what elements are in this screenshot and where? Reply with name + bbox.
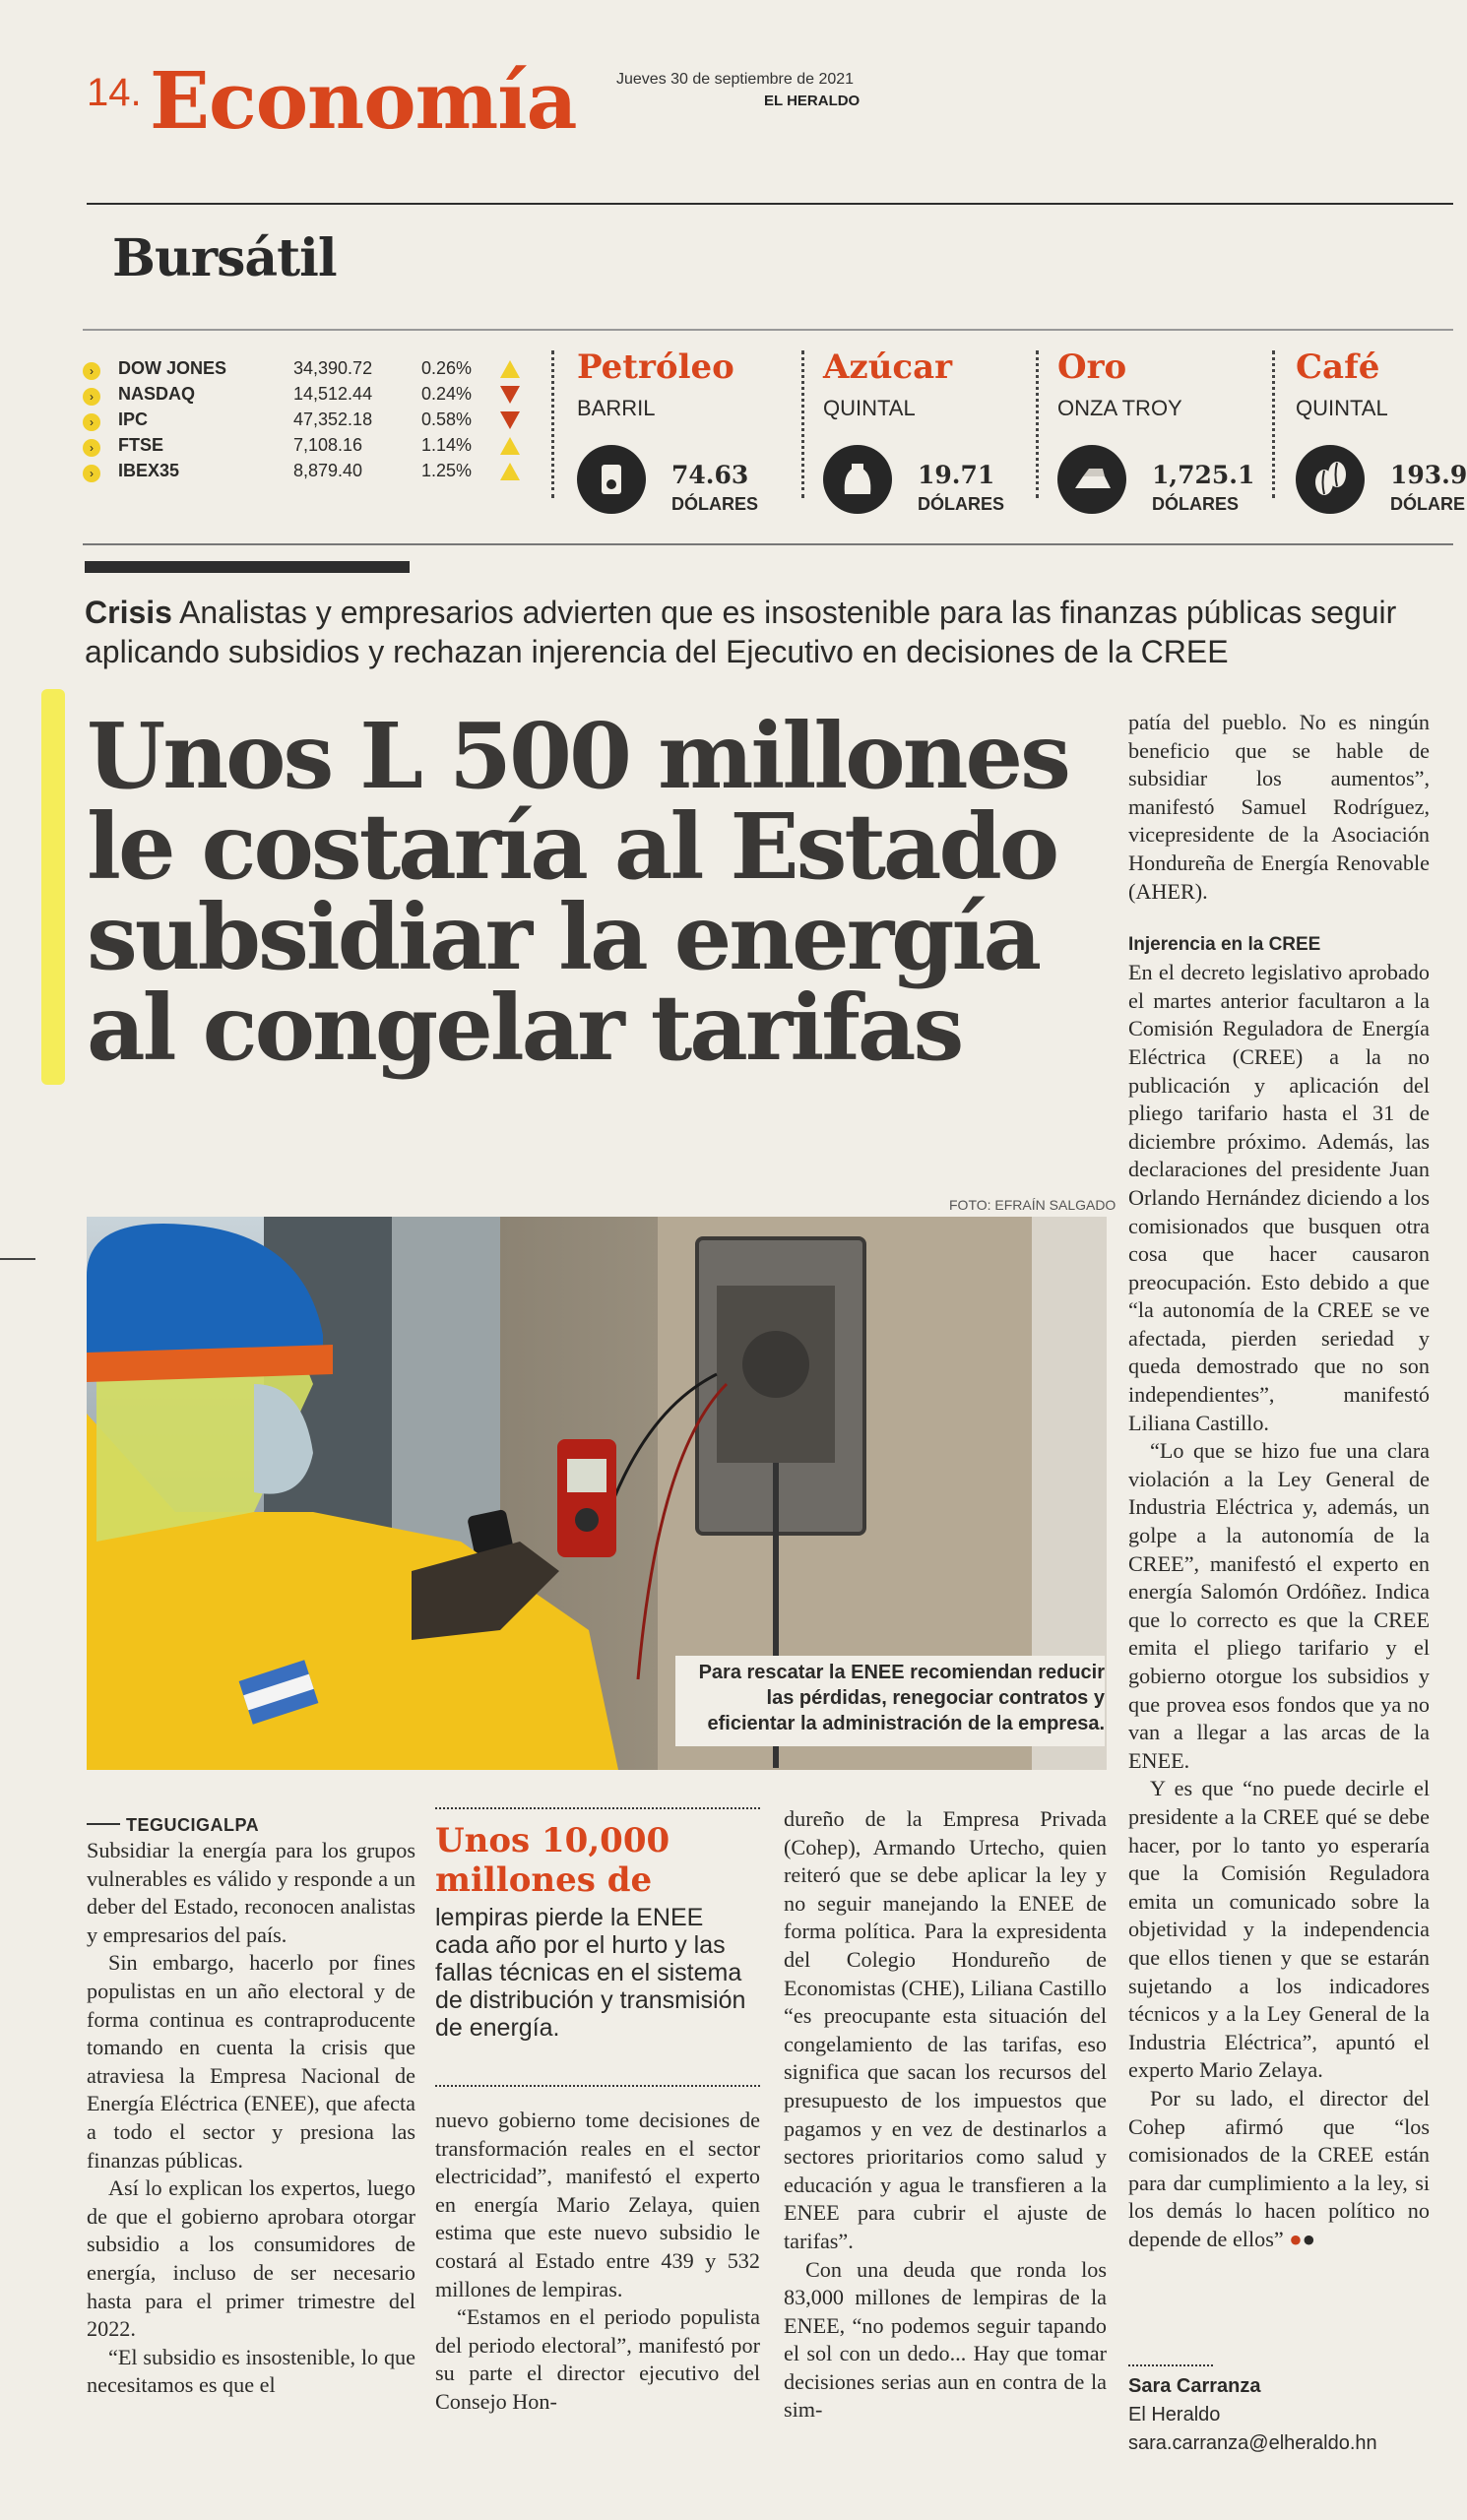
chevron-right-icon: › [83, 388, 100, 406]
column-divider [1272, 350, 1275, 498]
commodity-oil [577, 347, 759, 514]
pull-quote-rule-bottom [435, 2085, 760, 2087]
headline [87, 703, 1130, 1081]
commodity-currency: DÓLARES [1152, 494, 1240, 514]
paragraph: “Lo que se hizo fue una clara violación a la Ley General de Industria Eléctrica y, además, un golpe a la autonomía de la CREE”, manifestó el experto en energía Salomón Ordóñez. Indica que lo correcto es que la CREE emita el pliego tarifario y el gobierno otorgue los subsidios y que provea esos fondos que ya no van a llegar a las arcas de la ENEE. [1128, 1438, 1430, 1773]
chevron-right-icon: › [83, 362, 100, 380]
stock-name: IBEX35 [118, 461, 180, 480]
pull-quote-text: lempiras pierde la ENEE cada año por el hurto y las fallas técnicas en el sistema de distribución y transmisión de energía. [435, 1904, 746, 2042]
stock-value: 7,108.16 [293, 435, 363, 455]
commodity-value: 19.71 [918, 461, 995, 489]
market-title: Bursátil [112, 228, 337, 288]
photo-caption: Para rescatar la ENEE recomiendan reducir las pérdidas, renegociar contratos y eficientar la administración de la empresa. [698, 1662, 1105, 1734]
stock-change: 0.24% [421, 384, 473, 404]
pull-quote [435, 1821, 760, 2042]
stock-change: 0.26% [421, 358, 473, 378]
kicker-text: Analistas y empresarios advierten que es insostenible para las finanzas públicas seguir aplicando subsidios y rechazan injerencia del Ejecutivo en decisiones de la CREE [85, 595, 1397, 669]
chevron-right-icon: › [83, 439, 100, 457]
column-divider [551, 350, 554, 498]
photo-credit: FOTO: EFRAÍN SALGADO [949, 1197, 1116, 1213]
page-number: 14. [87, 71, 142, 114]
stock-name: DOW JONES [118, 358, 227, 378]
paragraph: Sin embargo, hacerlo por fines populistas en un año electoral y de forma continua es contraproducente tomando en cuenta la crisis que atraviesa la Empresa Nacional de Energía Eléctrica (ENEE), que afecta a todo el sector y presiona las finanzas públicas. [87, 1950, 415, 2173]
kicker [85, 593, 1443, 671]
commodity-value: 1,725.1 [1152, 461, 1255, 489]
paragraph: dureño de la Empresa Privada (Cohep), Armando Urtecho, quien reiteró que se debe aplicar la ley y no seguir manejando la ENEE de forma política. Para la expresidenta del Colegio Hondureño de Economistas (CHE), Liliana Castillo “es preocupante esta situación del congelamiento de las tarifas, eso significa que sacan los recursos del presupuesto de los impuestos que pagamos y en vez de destinarlos a sectores prioritarios como salud y educación y agua le transfieren a la ENEE para cubrir el ajuste de tarifas”. [784, 1806, 1107, 2253]
commodity-unit: BARRIL [577, 396, 656, 420]
stock-value: 8,879.40 [293, 461, 363, 480]
gold-bar-icon [1057, 445, 1126, 514]
paragraph: En el decreto legislativo aprobado el martes anterior facultaron a la Comisión Reguladora de Energía Eléctrica (CREE) a la no publicación y aplicación del pliego tarifario hasta el 31 de diciembre próximo. Además, las declaraciones del presidente Juan Orlando Hernández diciendo a los comisionados que busquen otra cosa que hacer causaron preocupación. Esto debido a que “la autonomía de la CREE se ve afectada, pierden seriedad y queda demostrado que no son independientes”, manifestó Liliana Castillo. [1128, 960, 1430, 1435]
dateline: TEGUCIGALPA [126, 1815, 260, 1835]
end-mark-icon: ● [1302, 2226, 1316, 2251]
trend-down-icon [500, 411, 520, 429]
commodity-unit: QUINTAL [1296, 396, 1388, 420]
paragraph: Y es que “no puede decirle el presidente a la CREE qué se debe hacer, por lo tanto yo esperaría que la Comisión Reguladora emita un comunicado sobre la objetividad y la independencia que ellos tienen y que se estarán sujetando a los indicadores técnicos y a la Ley General de la Industria Eléctrica”, apuntó el experto Mario Zelaya. [1128, 1776, 1430, 2083]
commodity-currency: DÓLARES [918, 494, 1005, 514]
byline-rule [1128, 2364, 1213, 2366]
commodity-value: 74.63 [671, 461, 749, 489]
stock-value: 14,512.44 [293, 384, 373, 404]
headline-line: le costaría al Estado [87, 793, 1057, 900]
byline-outlet: El Heraldo [1128, 2404, 1221, 2426]
commodity-unit: ONZA TROY [1057, 396, 1182, 420]
article-column-2 [435, 2107, 760, 2417]
stock-row [83, 358, 496, 384]
stock-name: IPC [118, 410, 149, 429]
commodity-name: Café [1296, 347, 1380, 387]
stock-row [83, 461, 496, 486]
margin-mark [0, 1258, 35, 1260]
article-column-4 [1128, 709, 1430, 2253]
stock-row [83, 410, 496, 435]
article-column-1 [87, 1837, 415, 2400]
paragraph-text: Por su lado, el director del Cohep afirmó que “los comisionados de la CREE están para dar cumplimiento a la ley, si los demás lo hacen político no depende de ellos” [1128, 2085, 1430, 2251]
headline-line: subsidiar la energía [87, 884, 1040, 990]
dateline-rule [87, 1823, 120, 1825]
stock-value: 34,390.72 [293, 358, 373, 378]
paragraph: “El subsidio es insostenible, lo que necesitamos es que el [87, 2344, 415, 2398]
subheading: Injerencia en la CREE [1128, 934, 1321, 956]
commodity-name: Petróleo [577, 347, 734, 387]
kicker-bar [85, 561, 410, 573]
oil-barrel-icon [577, 445, 646, 514]
trend-up-icon [500, 463, 520, 480]
paragraph: Subsidiar la energía para los grupos vulnerables es válido y responde a un deber del Estado, reconocen analistas y empresarios del país. [87, 1838, 415, 1947]
paragraph: Con una deuda que ronda los 83,000 millones de lempiras de la ENEE, “no podemos seguir tapando el sol con un dedo... Hay que tomar decisiones serias aun en contra de la sim- [784, 2256, 1107, 2423]
commodity-sugar [823, 347, 1005, 514]
paragraph: patía del pueblo. No es ningún beneficio que se hable de subsidiar los aumentos”, manifestó Samuel Rodríguez, vicepresidente de la Asociación Hondureña de Energía Renovable (AHER). [1128, 710, 1430, 904]
byline-author: Sara Carranza [1128, 2375, 1261, 2397]
pull-quote-rule-top [435, 1807, 760, 1809]
newspaper-name: EL HERALDO [764, 93, 861, 109]
chevron-right-icon: › [83, 413, 100, 431]
headline-line: Unos L 500 millones [87, 703, 1068, 809]
chevron-right-icon: › [83, 465, 100, 482]
stock-change: 1.25% [421, 461, 473, 480]
commodity-gold [1057, 347, 1255, 514]
paragraph: Así lo explican los expertos, luego de que el gobierno aprobara otorgar subsidio a los consumidores de energía, incluso de ser necesario hasta para el primer trimestre del 2022. [87, 2175, 415, 2342]
headline-line: al congelar tarifas [87, 975, 962, 1081]
article-column-3 [784, 1805, 1107, 2425]
end-mark-icon: ● [1283, 2226, 1303, 2251]
commodity-value: 193.9 [1390, 461, 1467, 489]
kicker-label: Crisis [85, 595, 172, 630]
paragraph: nuevo gobierno tome decisiones de transformación reales en el sector electricidad”, manifestó el experto en energía Mario Zelaya, quien estima que este nuevo subsidio le costará al Estado entre 439 y 532 millones de lempiras. [435, 2108, 760, 2301]
commodity-currency: DÓLARE [1390, 494, 1465, 514]
stock-name: NASDAQ [118, 384, 196, 404]
byline-email[interactable]: sara.carranza@elheraldo.hn [1128, 2432, 1377, 2454]
stock-change: 0.58% [421, 410, 473, 429]
market-bottom-rule [83, 543, 1453, 545]
paragraph [1128, 2085, 1430, 2254]
commodity-unit: QUINTAL [823, 396, 916, 420]
column-divider [801, 350, 804, 498]
trend-down-icon [500, 386, 520, 404]
commodity-coffee [1296, 347, 1467, 514]
commodity-currency: DÓLARES [671, 494, 759, 514]
pull-quote-highlight: Unos 10,000 millones de [435, 1821, 670, 1900]
stock-change: 1.14% [421, 435, 473, 455]
section-title: Economía [150, 54, 577, 147]
market-divider [83, 329, 1453, 331]
coffee-bean-icon [1296, 445, 1365, 514]
stock-value: 47,352.18 [293, 410, 373, 429]
trend-up-icon [500, 360, 520, 378]
sugar-sack-icon [823, 445, 892, 514]
masthead-rule [87, 203, 1453, 205]
stock-row [83, 384, 496, 410]
commodity-name: Azúcar [823, 347, 953, 387]
issue-date: Jueves 30 de septiembre de 2021 [616, 71, 855, 88]
column-divider [1036, 350, 1039, 498]
commodity-name: Oro [1057, 347, 1127, 387]
byline [1128, 2372, 1377, 2458]
highlighter-mark [41, 689, 65, 1085]
trend-up-icon [500, 437, 520, 455]
stock-name: FTSE [118, 435, 164, 455]
paragraph: “Estamos en el periodo populista del periodo electoral”, manifestó por su parte el director ejecutivo del Consejo Hon- [435, 2304, 760, 2414]
stock-row [83, 435, 496, 461]
